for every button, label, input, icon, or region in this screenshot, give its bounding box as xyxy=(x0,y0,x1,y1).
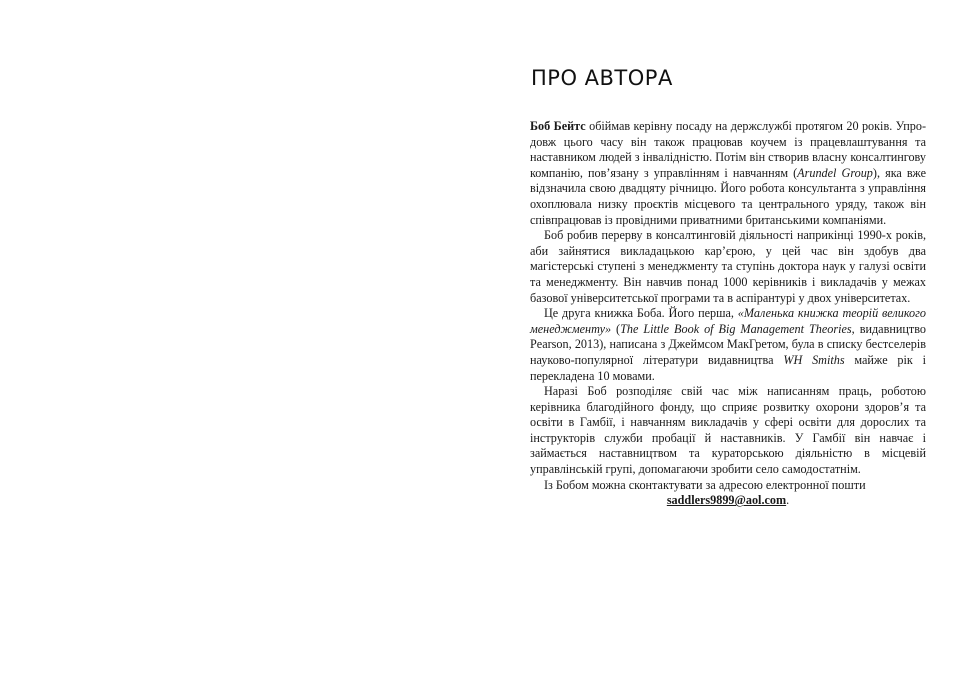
author-bio xyxy=(530,119,926,509)
p3-text-mid: ( xyxy=(611,321,621,336)
right-page xyxy=(485,0,970,691)
p3-text-end: майже рік і перекладена 10 мовами. xyxy=(530,352,926,383)
email-link[interactable]: saddlers9899@aol.com xyxy=(666,493,787,508)
email-line xyxy=(530,493,926,509)
email-period: . xyxy=(786,493,790,508)
bio-paragraph-1 xyxy=(530,119,926,228)
bio-paragraph-3 xyxy=(530,306,926,384)
book-title-ua: «Маленька книжка теорій великого менеджменту» xyxy=(530,306,926,336)
bio-paragraph-4: Наразі Боб розподіляє свій час між написанням праць, роботою керівника благодійного фонду, що сприяє розвитку охорони здоров’я та освіти в Гамбії, і навчанням викладачів у сфері освіти для дорослих та інструкторів служби пробації й наставників. У Гамбії він навчає і займається наставництвом та кураторською діяльністю в місцевій управлінській групі, допомагаючи зробити село самодостатнім. xyxy=(530,384,926,477)
contact-text: Із Бобом можна сконтактувати за адресою електронної пошти xyxy=(544,477,866,492)
p3-text-mid2: , видавництво Pearson, 2013), написана з Джеймсом МакГретом, була в списку бестселерів науково-популярної літератури видавництва xyxy=(530,321,926,367)
publisher-name: WH Smiths xyxy=(783,352,845,367)
bio-paragraph-5 xyxy=(530,478,926,494)
p1-text: обіймав керівну посаду на держслужбі протягом 20 років. Упродовж цього часу він також працював коучем із працевлаштування та наставником людей з інвалідністю. Потім він створив власну консалтингову компанію, пов’язану з управлінням і навчанням ( xyxy=(530,119,926,180)
author-name: Боб Бейтс xyxy=(530,119,586,133)
p3-text-start: Це друга книжка Боба. Його перша, xyxy=(544,306,738,321)
company-name: Arundel Group xyxy=(797,165,873,180)
p1-text-end: ), яка вже відзначила свою двадцяту річницю. Його робота консультанта з управління охоплювала низку проєктів місцевого та центрального уряду, також він співпрацював із провідними приватними британськими компаніями. xyxy=(530,165,927,227)
book-title-en: The Little Book of Big Management Theories xyxy=(620,321,852,336)
bio-paragraph-2: Боб робив перерву в консалтинговій діяльності наприкінці 1990-х років, аби зайнятися викладацькою кар’єрою, у цей час він здобув два магістерські ступені з менеджменту та ступінь доктора наук у галузі освіти та менеджменту. Він навчив понад 1000 керівників і викладачів у межах базової університетської програми та в аспірантурі у двох університетах. xyxy=(530,228,926,305)
chapter-title: ПРО АВТОРА xyxy=(531,66,673,90)
